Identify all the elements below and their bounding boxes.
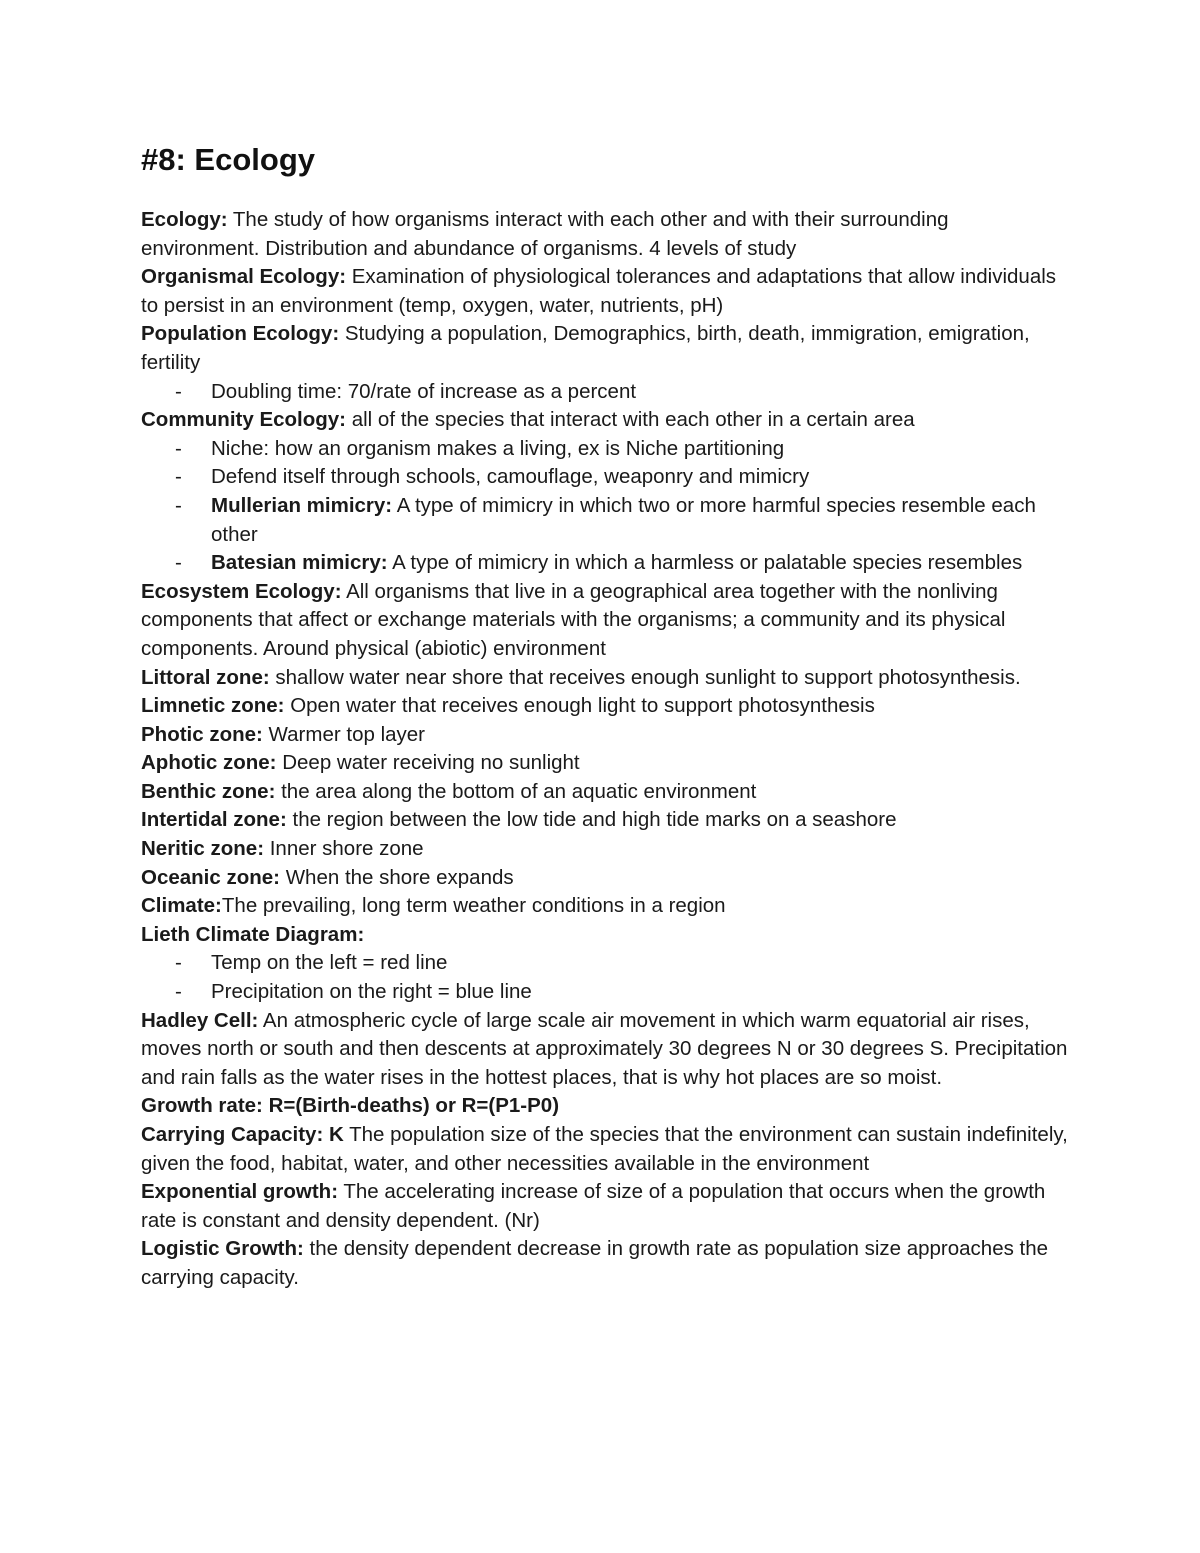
entry-term: Neritic zone: bbox=[141, 837, 265, 861]
definition-entry bbox=[141, 1178, 1071, 1235]
bullet-dash: - bbox=[175, 465, 182, 489]
bullet-item bbox=[141, 435, 1071, 464]
definition-entry bbox=[141, 263, 1071, 320]
entry-text: Deep water receiving no sunlight bbox=[276, 751, 580, 775]
bullet-dash: - bbox=[175, 951, 182, 975]
entry-term: Growth rate: R=(Birth-deaths) or R=(P1-P0) bbox=[141, 1094, 560, 1118]
definition-entry bbox=[141, 835, 1071, 864]
bullet-list bbox=[141, 378, 1071, 407]
entry-text: Studying a population, Demographics, birth, death, immigration, emigration, fertility bbox=[141, 322, 1030, 374]
definition-entry bbox=[141, 749, 1071, 778]
bullet-item bbox=[141, 949, 1071, 978]
definition-entry bbox=[141, 406, 1071, 435]
entry-term: Climate: bbox=[141, 894, 222, 918]
entry-text: The study of how organisms interact with each other and with their surrounding environment. Distribution and abundance of organisms. 4 levels of study bbox=[141, 208, 949, 260]
definition-entry bbox=[141, 320, 1071, 377]
entry-term: Lieth Climate Diagram: bbox=[141, 922, 365, 946]
bullet-dash: - bbox=[175, 436, 182, 460]
entry-term: Aphotic zone: bbox=[141, 751, 277, 775]
bullet-item bbox=[141, 463, 1071, 492]
bullet-dash: - bbox=[175, 493, 182, 517]
bullet-dash: - bbox=[175, 379, 182, 403]
bullet-text: Precipitation on the right = blue line bbox=[211, 980, 532, 1004]
definition-entry bbox=[141, 1007, 1071, 1093]
definition-entry bbox=[141, 1092, 1071, 1121]
bullet-text: Defend itself through schools, camouflage, weaponry and mimicry bbox=[211, 465, 810, 489]
entry-text: When the shore expands bbox=[280, 865, 514, 889]
entry-term: Ecology: bbox=[141, 208, 228, 231]
definition-entry bbox=[141, 692, 1071, 721]
entry-text: The prevailing, long term weather conditions in a region bbox=[221, 894, 726, 918]
bullet-item bbox=[141, 378, 1071, 407]
bullet-text: Doubling time: 70/rate of increase as a percent bbox=[211, 379, 637, 403]
definition-entry bbox=[141, 206, 1071, 263]
entry-text: the region between the low tide and high tide marks on a seashore bbox=[286, 808, 897, 832]
bullet-item bbox=[141, 978, 1071, 1007]
page-title: #8: Ecology bbox=[141, 142, 315, 177]
definition-entry bbox=[141, 1121, 1071, 1178]
definition-entry bbox=[141, 892, 1071, 921]
bullet-text: A type of mimicry in which two or more harmful species resemble each other bbox=[211, 493, 1036, 546]
bullet-item bbox=[141, 492, 1071, 549]
definition-entry bbox=[141, 806, 1071, 835]
bullet-text: Temp on the left = red line bbox=[211, 951, 448, 975]
entry-text: shallow water near shore that receives enough sunlight to support photosynthesis. bbox=[269, 665, 1021, 689]
entry-text: all of the species that interact with each other in a certain area bbox=[346, 408, 915, 432]
definition-entry bbox=[141, 664, 1071, 693]
entry-term: Carrying Capacity: K bbox=[141, 1123, 344, 1146]
bullet-dash: - bbox=[175, 551, 182, 575]
entry-text: An atmospheric cycle of large scale air movement in which warm equatorial air rises, moves north or south and then descents at approximately 30 degrees N or 30 degrees S. Precipitation and rain falls as the water rises in the hottest places, that is why hot places are so moist. bbox=[141, 1008, 1068, 1089]
entry-term: Oceanic zone: bbox=[141, 865, 280, 889]
definition-entry bbox=[141, 721, 1071, 750]
entry-text: Open water that receives enough light to support photosynthesis bbox=[284, 694, 875, 718]
bullet-item bbox=[141, 549, 1071, 578]
entry-term: Logistic Growth: bbox=[141, 1237, 304, 1261]
bullet-term: Mullerian mimicry: bbox=[211, 493, 393, 517]
entry-term: Exponential growth: bbox=[141, 1180, 339, 1204]
entry-text: Inner shore zone bbox=[264, 837, 424, 861]
entry-term: Benthic zone: bbox=[141, 779, 276, 803]
entry-text: the density dependent decrease in growth rate as population size approaches the carrying capacity. bbox=[141, 1237, 1049, 1289]
entry-term: Ecosystem Ecology: bbox=[141, 579, 342, 603]
bullet-text: A type of mimicry in which a harmless or palatable species resembles bbox=[387, 551, 1023, 575]
definition-entry bbox=[141, 578, 1071, 664]
entry-term: Community Ecology: bbox=[141, 408, 347, 432]
entry-term: Organismal Ecology: bbox=[141, 265, 347, 289]
bullet-list bbox=[141, 949, 1071, 1006]
entry-term: Hadley Cell: bbox=[141, 1008, 259, 1032]
entry-text: The accelerating increase of size of a population that occurs when the growth rate is constant and density dependent. (Nr) bbox=[141, 1180, 1046, 1232]
entry-text: the area along the bottom of an aquatic environment bbox=[275, 779, 757, 803]
entry-term: Intertidal zone: bbox=[141, 808, 287, 832]
bullet-text: Niche: how an organism makes a living, ex is Niche partitioning bbox=[211, 436, 785, 460]
entry-term: Population Ecology: bbox=[141, 322, 340, 346]
entry-term: Limnetic zone: bbox=[141, 694, 285, 718]
bullet-list bbox=[141, 435, 1071, 578]
bullet-term: Batesian mimicry: bbox=[211, 551, 388, 575]
definition-entry bbox=[141, 921, 1071, 950]
notes-body bbox=[141, 206, 1071, 1293]
document-page bbox=[141, 138, 1071, 1293]
definition-entry bbox=[141, 778, 1071, 807]
entry-text: All organisms that live in a geographical area together with the nonliving components that affect or exchange materials with the organisms; a community and its physical components. Around physical (abiotic) environment bbox=[141, 579, 1006, 660]
entry-term: Photic zone: bbox=[141, 722, 263, 746]
definition-entry bbox=[141, 864, 1071, 893]
entry-term: Littoral zone: bbox=[141, 665, 270, 689]
entry-text: The population size of the species that the environment can sustain indefinitely, given the food, habitat, water, and other necessities available in the environment bbox=[141, 1123, 1068, 1175]
bullet-dash: - bbox=[175, 980, 182, 1004]
definition-entry bbox=[141, 1235, 1071, 1292]
entry-text: Warmer top layer bbox=[262, 722, 425, 746]
entry-text: Examination of physiological tolerances and adaptations that allow individuals to persist in an environment (temp, oxygen, water, nutrients, pH) bbox=[141, 265, 1057, 317]
